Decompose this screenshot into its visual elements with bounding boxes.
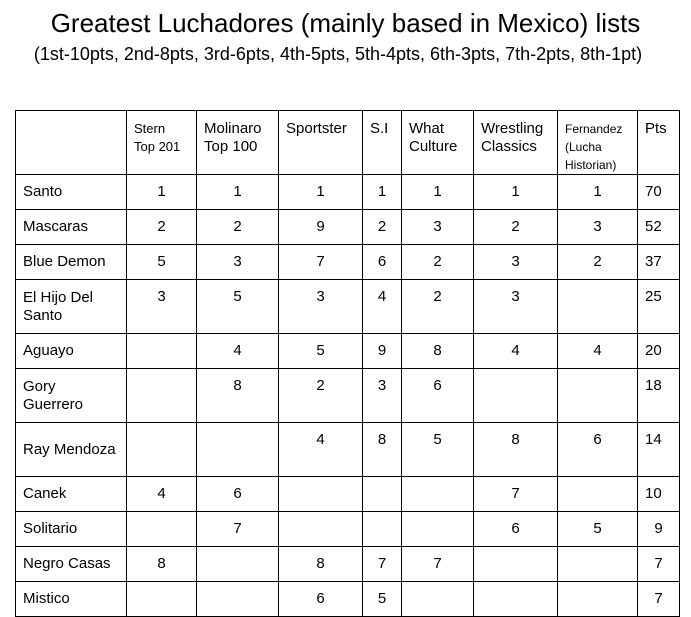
wrestler-name: Solitario: [16, 512, 127, 547]
molinaro-rank: 3: [197, 245, 279, 280]
molinaro-rank: [197, 582, 279, 617]
sportster-rank: [279, 512, 363, 547]
wrestler-name: Santo: [16, 175, 127, 210]
what-culture-rank: [402, 477, 474, 512]
what-culture-rank: 7: [402, 547, 474, 582]
molinaro-rank: 6: [197, 477, 279, 512]
table-row: [16, 512, 680, 547]
fernandez-rank: 3: [558, 210, 638, 245]
table-row: [16, 477, 680, 512]
fernandez-rank: [558, 547, 638, 582]
total-points: 52: [638, 210, 680, 245]
table-row: [16, 547, 680, 582]
total-points: 9: [638, 512, 680, 547]
what-culture-rank: [402, 582, 474, 617]
total-points: 37: [638, 245, 680, 280]
wrestler-name: Aguayo: [16, 334, 127, 369]
wrestling-classics-rank: 8: [474, 423, 558, 477]
points-legend: (1st-10pts, 2nd-8pts, 3rd-6pts, 4th-5pts, 5th-4pts, 6th-3pts, 7th-2pts, 8th-1pt): [33, 44, 643, 64]
header-what-culture: What Culture: [402, 111, 474, 175]
sportster-rank: [279, 477, 363, 512]
what-culture-rank: 6: [402, 369, 474, 423]
total-points: 7: [638, 547, 680, 582]
page-title: Greatest Luchadores (mainly based in Mexico) lists: [50, 8, 641, 38]
stern-rank: 1: [127, 175, 197, 210]
sportster-rank: 5: [279, 334, 363, 369]
table-row: [16, 334, 680, 369]
fernandez-rank: 5: [558, 512, 638, 547]
wrestler-name: Canek: [16, 477, 127, 512]
total-points: 70: [638, 175, 680, 210]
what-culture-rank: 5: [402, 423, 474, 477]
header-pts: Pts: [638, 111, 680, 175]
total-points: 10: [638, 477, 680, 512]
table-row: [16, 423, 680, 477]
total-points: 25: [638, 280, 680, 334]
wrestling-classics-rank: 2: [474, 210, 558, 245]
sportster-rank: 9: [279, 210, 363, 245]
table-row: [16, 245, 680, 280]
wrestler-name: Blue Demon: [16, 245, 127, 280]
si-rank: 5: [363, 582, 402, 617]
wrestler-name: Mistico: [16, 582, 127, 617]
fernandez-rank: [558, 280, 638, 334]
fernandez-rank: 6: [558, 423, 638, 477]
table-row: [16, 582, 680, 617]
header-name: [16, 111, 127, 175]
molinaro-rank: 8: [197, 369, 279, 423]
wrestler-name: Negro Casas: [16, 547, 127, 582]
wrestling-classics-rank: 4: [474, 334, 558, 369]
sportster-rank: 7: [279, 245, 363, 280]
si-rank: 8: [363, 423, 402, 477]
stern-rank: 4: [127, 477, 197, 512]
header-si: S.I: [363, 111, 402, 175]
fernandez-rank: 2: [558, 245, 638, 280]
luchadores-table: [15, 110, 680, 617]
wrestling-classics-rank: 6: [474, 512, 558, 547]
table-header-row: [16, 111, 680, 175]
molinaro-rank: 2: [197, 210, 279, 245]
total-points: 18: [638, 369, 680, 423]
stern-rank: [127, 334, 197, 369]
wrestler-name: El Hijo Del Santo: [16, 280, 127, 334]
si-rank: 3: [363, 369, 402, 423]
total-points: 14: [638, 423, 680, 477]
stern-rank: [127, 582, 197, 617]
stern-rank: 2: [127, 210, 197, 245]
header-wrestling-classics: Wrestling Classics: [474, 111, 558, 175]
molinaro-rank: [197, 423, 279, 477]
what-culture-rank: 8: [402, 334, 474, 369]
what-culture-rank: 2: [402, 280, 474, 334]
wrestling-classics-rank: [474, 582, 558, 617]
molinaro-rank: 1: [197, 175, 279, 210]
wrestling-classics-rank: [474, 369, 558, 423]
table-row: [16, 175, 680, 210]
wrestling-classics-rank: [474, 547, 558, 582]
what-culture-rank: 1: [402, 175, 474, 210]
si-rank: 2: [363, 210, 402, 245]
si-rank: 9: [363, 334, 402, 369]
si-rank: [363, 512, 402, 547]
stern-rank: 8: [127, 547, 197, 582]
sportster-rank: 3: [279, 280, 363, 334]
fernandez-rank: [558, 582, 638, 617]
wrestling-classics-rank: 3: [474, 280, 558, 334]
header-stern: Stern Top 201: [127, 111, 197, 175]
header-fernandez: Fernandez (Lucha Historian): [558, 111, 638, 175]
molinaro-rank: 4: [197, 334, 279, 369]
si-rank: [363, 477, 402, 512]
what-culture-rank: 2: [402, 245, 474, 280]
molinaro-rank: [197, 547, 279, 582]
fernandez-rank: 4: [558, 334, 638, 369]
fernandez-rank: [558, 369, 638, 423]
si-rank: 7: [363, 547, 402, 582]
wrestler-name: Mascaras: [16, 210, 127, 245]
wrestling-classics-rank: 3: [474, 245, 558, 280]
wrestling-classics-rank: 7: [474, 477, 558, 512]
stern-rank: 5: [127, 245, 197, 280]
what-culture-rank: 3: [402, 210, 474, 245]
stern-rank: [127, 423, 197, 477]
sportster-rank: 1: [279, 175, 363, 210]
fernandez-rank: 1: [558, 175, 638, 210]
wrestling-classics-rank: 1: [474, 175, 558, 210]
sportster-rank: 8: [279, 547, 363, 582]
sportster-rank: 2: [279, 369, 363, 423]
si-rank: 6: [363, 245, 402, 280]
stern-rank: 3: [127, 280, 197, 334]
stern-rank: [127, 512, 197, 547]
molinaro-rank: 7: [197, 512, 279, 547]
si-rank: 4: [363, 280, 402, 334]
table-row: [16, 210, 680, 245]
sportster-rank: 6: [279, 582, 363, 617]
stern-rank: [127, 369, 197, 423]
molinaro-rank: 5: [197, 280, 279, 334]
total-points: 20: [638, 334, 680, 369]
si-rank: 1: [363, 175, 402, 210]
what-culture-rank: [402, 512, 474, 547]
sportster-rank: 4: [279, 423, 363, 477]
fernandez-rank: [558, 477, 638, 512]
wrestler-name: Ray Mendoza: [16, 423, 127, 477]
wrestler-name: Gory Guerrero: [16, 369, 127, 423]
table-row: [16, 280, 680, 334]
header-molinaro: Molinaro Top 100: [197, 111, 279, 175]
table-row: [16, 369, 680, 423]
header-sportster: Sportster: [279, 111, 363, 175]
total-points: 7: [638, 582, 680, 617]
